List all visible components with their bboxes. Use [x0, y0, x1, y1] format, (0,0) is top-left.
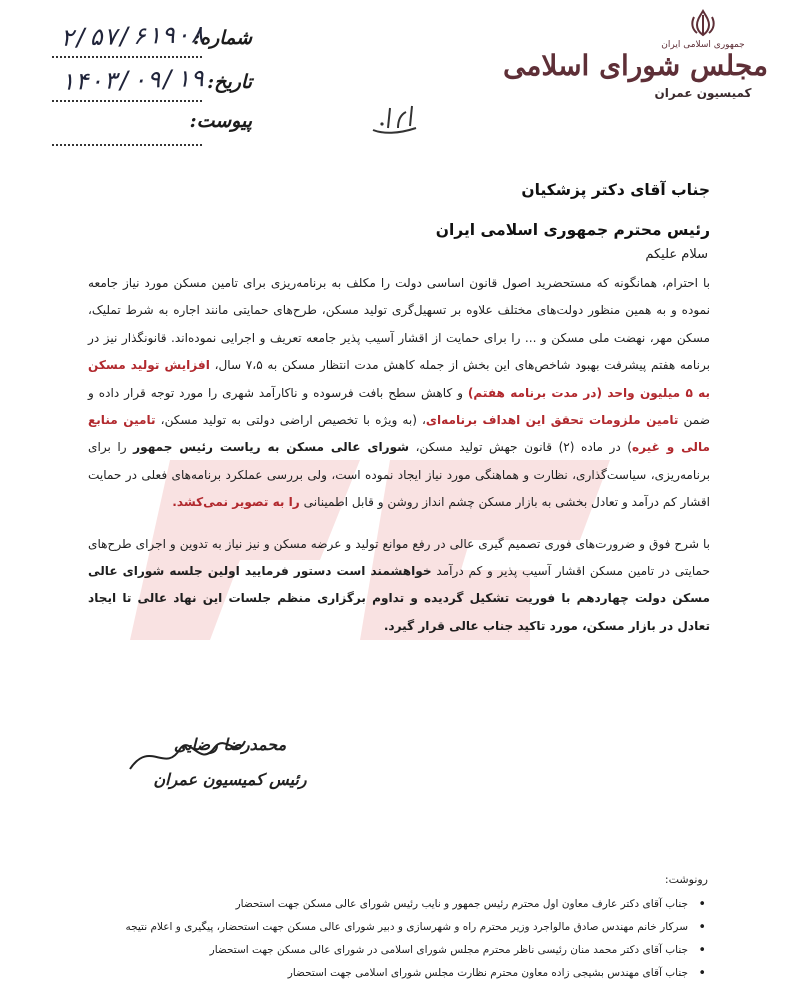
body-text-run: ) در ماده (۲) قانون جهش تولید مسکن،: [409, 440, 632, 455]
addressee-title: رئیس محترم جمهوری اسلامی ایران: [435, 221, 710, 239]
signatory-title: رئیس کمیسیون عمران: [153, 770, 307, 789]
cc-item: • جناب آقای دکتر عارف معاون اول محترم رئیس جمهور و نایب رئیس شورای عالی مسکن جهت استحضار: [98, 893, 708, 916]
number-label: شماره:: [193, 27, 252, 49]
addressee: [436, 170, 710, 250]
country-name: جمهوری اسلامی ایران: [661, 40, 745, 50]
addressee-name: جناب آقای دکتر پزشکیان: [521, 181, 710, 199]
emphasis-funding: تامین منابع مالی و غیره: [88, 413, 710, 455]
cc-item: • سرکار خانم مهندس صادق مالواجرد وزیر محترم راه و شهرسازی و دبیر شورای عالی مسکن جهت استحضار، پیگیری و اعلام نتیجه: [98, 916, 708, 939]
letter-number: ۲/۵۷/۶۱۹۰۸: [59, 20, 205, 52]
cc-label: رونوشت:: [664, 873, 708, 886]
body-text-run: ، (به ویژه با تخصیص اراضی دولتی به تولید مسکن،: [155, 413, 426, 428]
signatory-name: محمدرضا رضایی: [173, 735, 287, 754]
bismihi-calligraphy-logo: [368, 100, 428, 140]
cc-item: • جناب آقای مهندس بشیجی زاده معاون محترم نظارت مجلس شورای اسلامی جهت استحضار: [98, 962, 708, 985]
body-text-run: با شرح فوق و ضرورت‌های فوری تصمیم گیری عالی در رفع موانع تولید و عرضه مسکن و نیز نیاز به تدوین و اجرای طرح‌های حمایتی در تامین مسکن اقشار آسیب پذیر و کم درآمد: [88, 536, 710, 579]
date-dots: [52, 100, 202, 102]
date-label: تاریخ:: [207, 71, 252, 93]
letter-date: ۱۴۰۳/۰۹/۱۹: [59, 64, 205, 96]
body-paragraph-2: [88, 531, 710, 641]
attachment-row: [52, 110, 252, 154]
number-dots: [52, 56, 202, 58]
attachment-label: پیوست:: [189, 110, 252, 132]
signature-block: [130, 735, 330, 789]
emphasis-outlook: را به تصویر نمی‌کشد.: [172, 495, 300, 510]
attachment-dots: [52, 144, 202, 146]
iran-emblem-icon: [688, 8, 718, 38]
cc-item: • جناب آقای دکتر محمد منان رئیسی ناظر محترم مجلس شورای اسلامی در شورای عالی مسکن جهت استحضار: [98, 939, 708, 962]
emphasis-housing-target: افزایش تولید مسکن به ۵ میلیون واحد (در مدت برنامه هفتم): [88, 358, 710, 400]
body-text-run: و کاهش سطح بافت فرسوده و ناکارآمد شهری را مورد توجه قرار داده و ضمن: [88, 385, 711, 428]
greeting: سلام علیکم: [645, 247, 708, 262]
letter-meta: [52, 22, 252, 154]
body-text-run: را برای برنامه‌ریزی، سیاست‌گذاری، نظارت و هماهنگی مورد نیاز ایجاد نموده است، ولی بررسی عملکرد برنامه‌های فعلی در حمایت اقشار کم درآمد و تعادل بخشی به بازار مسکن چشم انداز روشن و قابل اطمینانی: [88, 440, 710, 510]
body-text-run: با احترام، همانگونه که مستحضرید اصول قانون اساسی دولت را مکلف به برنامه‌ریزی برای تامین مسکن مورد نیاز جامعه نموده و به همین منظور دولت‌های مختلف علاوه بر تسهیل‌گری تولید مسکن، طرح‌های حمایتی مانند اجاره به شرط تملیک، مسکن مهر، نهضت ملی مسکن و ... را برای حمایت از اقشار آسیب پذیر جامعه تعریف و اجرایی نموده‌اند. قانونگذار نیز در برنامه هفتم پیشرفت بهبود شاخص‌های این بخش از جمله کاهش مدت انتظار مسکن به ۷،۵ سال،: [88, 276, 710, 373]
body-paragraph-1: [88, 270, 710, 517]
emphasis-supreme-council: شورای عالی مسکن به ریاست رئیس جمهور: [133, 440, 410, 455]
commission-name: کمیسیون عمران: [654, 86, 752, 100]
request-statement: خواهشمند است دستور فرمایید اولین جلسه شورای عالی مسکن دولت چهاردهم با فوریت تشکیل گردیده و تداوم برگزاری منظم جلسات این نهاد عالی تا ایجاد تعادل در بازار مسکن، مورد تاکید جناب عالی قرار گیرد.: [88, 564, 710, 633]
letter-number-row: [52, 22, 252, 66]
letterhead-emblem: [503, 8, 768, 100]
emphasis-requirements: تامین ملزومات تحقق این اهداف برنامه‌ای: [425, 413, 679, 428]
cc-list: [98, 893, 708, 985]
parliament-name: مجلس شورای اسلامی: [503, 49, 768, 82]
letter-body: [88, 270, 710, 640]
letter-date-row: [52, 66, 252, 110]
